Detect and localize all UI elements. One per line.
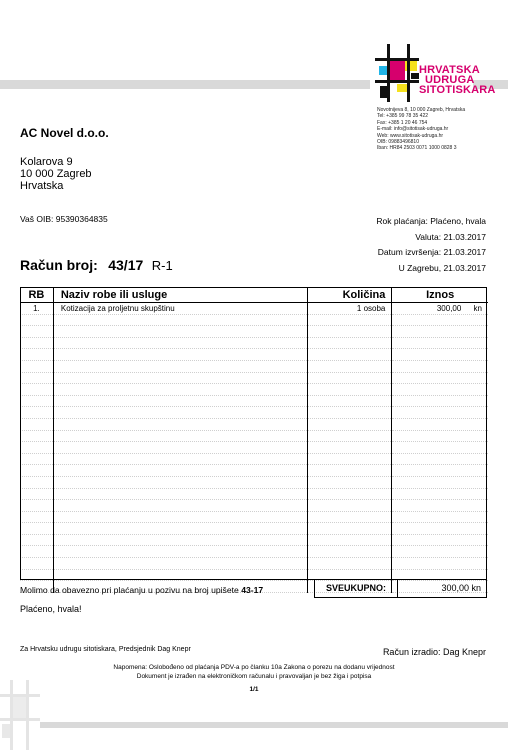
cell-iznos bbox=[392, 303, 488, 315]
customer-city: 10 000 Zagreb bbox=[20, 168, 92, 180]
table-row-empty bbox=[20, 349, 488, 361]
empty-cell bbox=[392, 407, 488, 419]
table-row-empty bbox=[20, 523, 488, 535]
table-row-empty bbox=[20, 395, 488, 407]
empty-cell bbox=[53, 476, 307, 488]
empty-cell bbox=[392, 546, 488, 558]
issuer-iban: Iban: HR84 2503 0071 1000 0828 3 bbox=[377, 145, 457, 152]
empty-cell bbox=[307, 523, 392, 535]
empty-cell bbox=[392, 337, 488, 349]
cell-iznos-amount: 300,00 bbox=[436, 303, 462, 313]
empty-cell bbox=[392, 326, 488, 338]
total-label: SVEUKUPNO: bbox=[315, 580, 398, 597]
table-row-empty bbox=[20, 337, 488, 349]
empty-cell bbox=[307, 407, 392, 419]
footer-note bbox=[0, 663, 508, 694]
empty-cell bbox=[392, 465, 488, 477]
empty-cell bbox=[392, 511, 488, 523]
empty-cell bbox=[20, 476, 53, 488]
empty-cell bbox=[20, 558, 53, 570]
empty-cell bbox=[53, 546, 307, 558]
paid-note: Plaćeno, hvala! bbox=[20, 604, 82, 614]
empty-cell bbox=[392, 349, 488, 361]
empty-cell bbox=[53, 372, 307, 384]
empty-cell bbox=[20, 511, 53, 523]
empty-cell bbox=[392, 488, 488, 500]
empty-cell bbox=[53, 360, 307, 372]
empty-cell bbox=[307, 372, 392, 384]
payment-place-date: U Zagrebu, 21.03.2017 bbox=[398, 262, 486, 273]
empty-cell bbox=[307, 558, 392, 570]
empty-cell bbox=[20, 500, 53, 512]
empty-cell bbox=[392, 384, 488, 396]
empty-cell bbox=[20, 407, 53, 419]
empty-cell bbox=[20, 546, 53, 558]
empty-cell bbox=[53, 337, 307, 349]
empty-cell bbox=[53, 430, 307, 442]
invoice-suffix: R-1 bbox=[151, 258, 173, 273]
customer-address bbox=[20, 156, 92, 192]
empty-cell bbox=[392, 558, 488, 570]
brand-line-1: HRVATSKA bbox=[419, 64, 480, 76]
table-row bbox=[20, 303, 488, 315]
header-band bbox=[0, 80, 370, 89]
empty-cell bbox=[307, 395, 392, 407]
empty-cell bbox=[307, 384, 392, 396]
empty-cell bbox=[307, 418, 392, 430]
table-row-empty bbox=[20, 384, 488, 396]
footer-line-2: Dokument je izrađen na elektroničkom računalu i pravovaljan je bez žiga i potpisa bbox=[136, 673, 372, 680]
footer-watermark-logo bbox=[0, 680, 40, 750]
empty-cell bbox=[20, 349, 53, 361]
empty-cell bbox=[20, 360, 53, 372]
empty-cell bbox=[392, 360, 488, 372]
table-row-empty bbox=[20, 569, 488, 581]
empty-cell bbox=[20, 534, 53, 546]
empty-cell bbox=[392, 534, 488, 546]
brand-line-2: UDRUGA bbox=[425, 74, 475, 86]
empty-cell bbox=[307, 349, 392, 361]
table-row-empty bbox=[20, 453, 488, 465]
issuer-address: Novotnijeva 8, 10 000 Zagreb, Hrvatska bbox=[377, 107, 466, 113]
empty-cell bbox=[53, 314, 307, 326]
empty-cell bbox=[307, 500, 392, 512]
issuer-fax: Fax: +385 1 20 46 754 bbox=[377, 119, 428, 126]
table-row-empty bbox=[20, 476, 488, 488]
empty-cell bbox=[20, 395, 53, 407]
customer-name: AC Novel d.o.o. bbox=[20, 126, 109, 140]
empty-cell bbox=[53, 442, 307, 454]
customer-oib: Vaš OIB: 95390364835 bbox=[20, 214, 108, 224]
empty-cell bbox=[392, 372, 488, 384]
empty-cell bbox=[53, 558, 307, 570]
header-rb: RB bbox=[20, 287, 53, 303]
empty-cell bbox=[307, 453, 392, 465]
table-row-empty bbox=[20, 442, 488, 454]
empty-cell bbox=[53, 500, 307, 512]
table-row-empty bbox=[20, 430, 488, 442]
logo-mark-icon bbox=[375, 44, 421, 106]
cell-kolicina: 1 osoba bbox=[307, 303, 392, 315]
table-row-empty bbox=[20, 511, 488, 523]
empty-cell bbox=[20, 523, 53, 535]
invoice-title bbox=[20, 257, 173, 275]
empty-cell bbox=[307, 465, 392, 477]
empty-cell bbox=[53, 465, 307, 477]
cell-rb: 1. bbox=[20, 303, 53, 315]
cell-naziv: Kotizacija za proljetnu skupštinu bbox=[53, 303, 307, 315]
empty-cell bbox=[307, 511, 392, 523]
brand-logo bbox=[375, 44, 496, 106]
empty-cell bbox=[53, 569, 307, 581]
empty-cell bbox=[20, 488, 53, 500]
header-kolicina: Količina bbox=[307, 287, 392, 303]
table-row-empty bbox=[20, 488, 488, 500]
customer-street: Kolarova 9 bbox=[20, 156, 73, 168]
footer-band bbox=[40, 722, 508, 728]
table-row-empty bbox=[20, 314, 488, 326]
empty-cell bbox=[20, 326, 53, 338]
payment-note bbox=[20, 585, 263, 595]
empty-cell bbox=[392, 395, 488, 407]
empty-cell bbox=[20, 384, 53, 396]
empty-cell bbox=[392, 523, 488, 535]
empty-cell bbox=[20, 337, 53, 349]
table-row-empty bbox=[20, 558, 488, 570]
empty-cell bbox=[307, 337, 392, 349]
empty-cell bbox=[20, 453, 53, 465]
empty-cell bbox=[307, 546, 392, 558]
invoice-label: Račun broj: bbox=[20, 257, 98, 273]
payment-info bbox=[376, 214, 486, 276]
empty-cell bbox=[392, 314, 488, 326]
table-row-empty bbox=[20, 418, 488, 430]
empty-cell bbox=[20, 569, 53, 581]
empty-cell bbox=[307, 360, 392, 372]
table-row-empty bbox=[20, 546, 488, 558]
empty-cell bbox=[307, 488, 392, 500]
empty-cell bbox=[53, 395, 307, 407]
empty-cell bbox=[53, 326, 307, 338]
signature-right: Račun izradio: Dag Knepr bbox=[382, 647, 486, 657]
empty-cell bbox=[392, 430, 488, 442]
header-iznos: Iznos bbox=[392, 287, 488, 303]
issuer-email: E-mail: info@sitotisak-udruga.hr bbox=[377, 126, 449, 133]
empty-cell bbox=[307, 314, 392, 326]
empty-cell bbox=[53, 511, 307, 523]
empty-cell bbox=[392, 442, 488, 454]
empty-cell bbox=[20, 418, 53, 430]
empty-cell bbox=[53, 523, 307, 535]
empty-cell bbox=[53, 384, 307, 396]
total-box bbox=[314, 580, 487, 598]
payment-currency-date: Valuta: 21.03.2017 bbox=[415, 231, 486, 242]
empty-cell bbox=[20, 465, 53, 477]
payment-due: Rok plaćanja: Plaćeno, hvala bbox=[376, 216, 486, 226]
empty-cell bbox=[392, 569, 488, 581]
empty-cell bbox=[53, 453, 307, 465]
table-row-empty bbox=[20, 500, 488, 512]
customer-country: Hrvatska bbox=[20, 180, 64, 192]
issuer-web: Web: www.sitotisak-udruga.hr bbox=[377, 132, 444, 139]
empty-cell bbox=[53, 407, 307, 419]
empty-cell bbox=[20, 442, 53, 454]
header-naziv: Naziv robe ili usluge bbox=[53, 287, 307, 303]
payment-execution-date: Datum izvršenja: 21.03.2017 bbox=[377, 247, 486, 257]
issuer-tel: Tel: +385 99 78 35 422 bbox=[377, 113, 429, 120]
empty-cell bbox=[307, 442, 392, 454]
signature-left: Za Hrvatsku udrugu sitotiskara, Predsjednik Dag Knepr bbox=[20, 646, 191, 653]
empty-cell bbox=[307, 476, 392, 488]
issuer-contact bbox=[377, 107, 465, 152]
empty-cell bbox=[307, 569, 392, 581]
total-amount: 300,00 kn bbox=[441, 583, 481, 593]
table-row-empty bbox=[20, 360, 488, 372]
empty-cell bbox=[307, 534, 392, 546]
empty-cell bbox=[20, 372, 53, 384]
table-row-empty bbox=[20, 326, 488, 338]
empty-cell bbox=[53, 534, 307, 546]
page-number: 1/1 bbox=[249, 686, 259, 693]
table-header-row bbox=[20, 287, 488, 303]
empty-cell bbox=[20, 430, 53, 442]
empty-cell bbox=[392, 418, 488, 430]
payment-note-text: Molimo da obavezno pri plaćanju u pozivu na broj upišete bbox=[20, 585, 239, 595]
table-row-empty bbox=[20, 407, 488, 419]
issuer-oib: OIB: 09883496810 bbox=[377, 139, 419, 146]
brand-line-3: SITOTISKARA bbox=[419, 84, 496, 96]
empty-cell bbox=[20, 314, 53, 326]
empty-cell bbox=[307, 430, 392, 442]
cell-iznos-currency: kn bbox=[473, 303, 482, 313]
empty-cell bbox=[53, 418, 307, 430]
table-row-empty bbox=[20, 372, 488, 384]
footer-line-1: Napomena: Oslobođeno od plaćanja PDV-a po članku 10a Zakona o porezu na dodanu vrijednost bbox=[113, 664, 395, 671]
empty-cell bbox=[53, 488, 307, 500]
items-table bbox=[20, 287, 488, 593]
empty-cell bbox=[307, 326, 392, 338]
table-row-empty bbox=[20, 465, 488, 477]
empty-cell bbox=[392, 476, 488, 488]
empty-cell bbox=[392, 453, 488, 465]
invoice-number: 43/17 bbox=[108, 257, 144, 273]
table-row-empty bbox=[20, 534, 488, 546]
empty-cell bbox=[53, 349, 307, 361]
faded-logo-icon bbox=[0, 680, 40, 750]
empty-cell bbox=[392, 500, 488, 512]
payment-note-ref: 43-17 bbox=[241, 585, 264, 595]
